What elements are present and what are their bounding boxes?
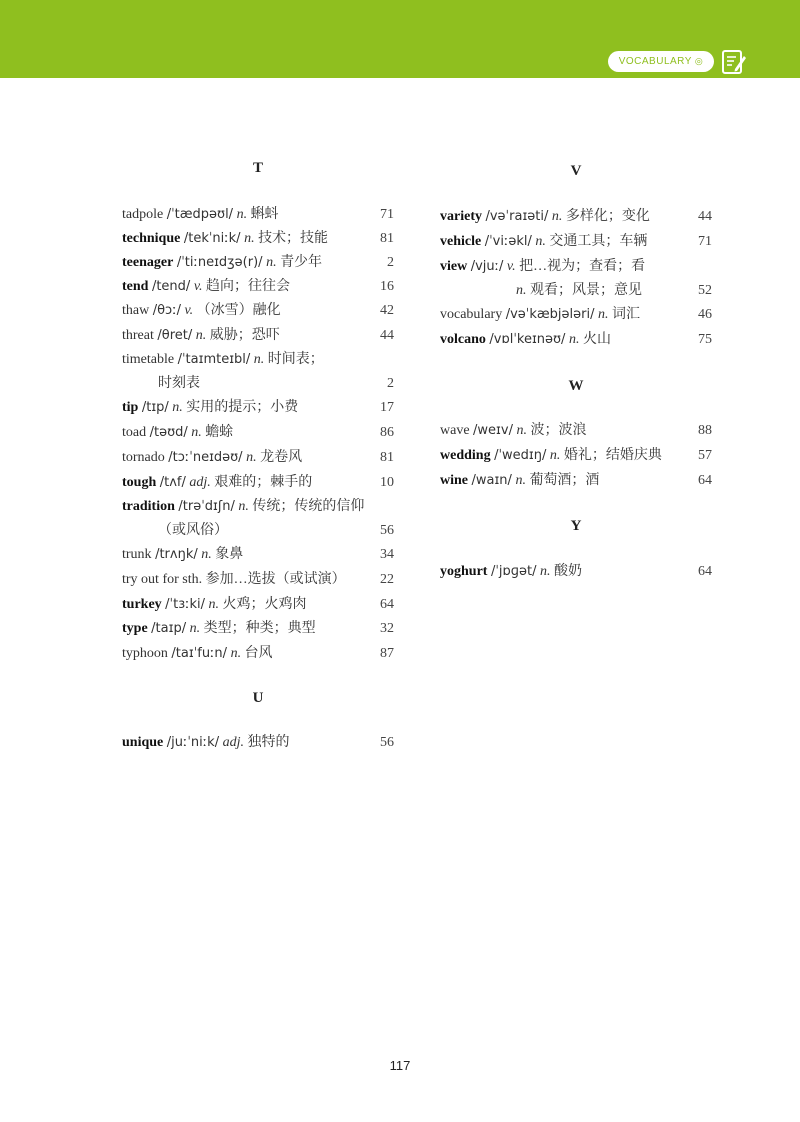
entry-page-number: 86 bbox=[380, 425, 394, 440]
entry-definition: （冰雪）融化 bbox=[196, 303, 281, 318]
entry-part-of-speech: adj. bbox=[222, 735, 244, 750]
entry-word: tradition bbox=[122, 499, 175, 514]
entry-phonetic: /ˈwedɪŋ/ bbox=[494, 448, 547, 463]
dictionary-entry bbox=[122, 546, 394, 564]
entry-page-number: 44 bbox=[380, 328, 394, 343]
entry-phonetic: /taɪˈfuːn/ bbox=[171, 646, 228, 661]
entry-word: typhoon bbox=[122, 646, 168, 661]
entry-phonetic: /ˈtædpəʊl/ bbox=[166, 207, 234, 222]
entry-part-of-speech: adj. bbox=[189, 475, 211, 490]
entry-part-of-speech: n. bbox=[230, 646, 242, 661]
entry-definition: 词汇 bbox=[611, 307, 640, 322]
entry-word: tough bbox=[122, 475, 157, 490]
entry-part-of-speech: n. bbox=[244, 231, 255, 246]
entry-page-number: 10 bbox=[380, 475, 394, 490]
entry-word: unique bbox=[122, 735, 164, 750]
entry-part-of-speech: n. bbox=[238, 499, 249, 514]
dictionary-entry bbox=[440, 208, 712, 226]
entry-part-of-speech: v. bbox=[193, 279, 203, 294]
entry-phonetic: /vəˈkæbjələri/ bbox=[505, 307, 595, 322]
entry-part-of-speech: n. bbox=[253, 352, 265, 367]
dictionary-entry bbox=[122, 206, 394, 224]
entry-word: turkey bbox=[122, 597, 162, 612]
entry-page-number: 71 bbox=[380, 207, 394, 222]
entry-word: view bbox=[440, 259, 468, 274]
dictionary-entry bbox=[122, 498, 394, 516]
entry-definition: 婚礼；结婚庆典 bbox=[563, 448, 662, 463]
entry-definition: 葡萄酒；酒 bbox=[529, 473, 600, 488]
entry-phonetic: /vəˈraɪəti/ bbox=[485, 209, 549, 224]
entry-page-number: 17 bbox=[380, 400, 394, 415]
entry-word: type bbox=[122, 621, 148, 636]
entry-page-number: 2 bbox=[387, 376, 394, 391]
entry-part-of-speech: n. bbox=[201, 547, 212, 562]
entry-definition: 火鸡；火鸡肉 bbox=[222, 597, 307, 612]
entry-page-number: 81 bbox=[380, 231, 394, 246]
dictionary-entry bbox=[122, 734, 394, 752]
entry-page-number: 81 bbox=[380, 450, 394, 465]
entry-part-of-speech: n. bbox=[266, 255, 277, 270]
dictionary-entry bbox=[440, 306, 712, 324]
entry-phonetic: /təʊd/ bbox=[149, 425, 188, 440]
section-letter-w: W bbox=[568, 378, 584, 394]
entry-phonetic: /tɪp/ bbox=[141, 400, 169, 415]
dictionary-entry bbox=[440, 331, 712, 349]
entry-definition: 艰难的；棘手的 bbox=[214, 475, 313, 490]
entry-part-of-speech: n. bbox=[189, 621, 201, 636]
entry-definition: 火山 bbox=[582, 332, 611, 347]
entry-phonetic: /vɒlˈkeɪnəʊ/ bbox=[489, 332, 566, 347]
entry-definition: 象鼻 bbox=[215, 547, 244, 562]
entry-phonetic: /ˈjɒɡət/ bbox=[490, 564, 537, 579]
entry-definition-continued bbox=[158, 375, 200, 393]
entry-part-of-speech: v. bbox=[506, 259, 516, 274]
entry-definition: 参加…选拔（或试演） bbox=[205, 572, 346, 587]
entry-page-number: 44 bbox=[698, 209, 712, 224]
dictionary-entry bbox=[440, 472, 712, 490]
entry-word: tip bbox=[122, 400, 139, 415]
entry-word: trunk bbox=[122, 547, 152, 562]
entry-page-number: 22 bbox=[380, 572, 394, 587]
entry-page-number: 42 bbox=[380, 303, 394, 318]
entry-definition-continued bbox=[516, 282, 642, 300]
entry-part-of-speech: n. bbox=[246, 450, 257, 465]
entry-word: threat bbox=[122, 328, 154, 343]
entry-page-number: 16 bbox=[380, 279, 394, 294]
entry-phonetic: /ˈtɜːki/ bbox=[165, 597, 206, 612]
entry-part-of-speech: n. bbox=[568, 332, 580, 347]
entry-part-of-speech: n. bbox=[191, 425, 202, 440]
entry-part-of-speech: n. bbox=[549, 448, 561, 463]
entry-phonetic: /tekˈniːk/ bbox=[183, 231, 241, 246]
entry-definition-text: （或风俗） bbox=[158, 523, 228, 538]
notepad-pencil-icon bbox=[720, 48, 748, 76]
entry-definition: 类型；种类；典型 bbox=[203, 621, 316, 636]
dictionary-entry bbox=[122, 620, 394, 638]
entry-phonetic: /ˈtiːneɪdʒə(r)/ bbox=[176, 255, 263, 270]
entry-word: technique bbox=[122, 231, 181, 246]
entry-definition: 台风 bbox=[244, 646, 273, 661]
entry-definition: 实用的提示；小费 bbox=[186, 400, 299, 415]
entry-definition: 传统；传统的信仰 bbox=[252, 499, 365, 514]
entry-definition: 波；波浪 bbox=[530, 423, 587, 438]
entry-part-of-speech: n. bbox=[236, 207, 248, 222]
entry-word: volcano bbox=[440, 332, 486, 347]
entry-word: wedding bbox=[440, 448, 491, 463]
entry-word: vehicle bbox=[440, 234, 482, 249]
entry-phonetic: /juːˈniːk/ bbox=[166, 735, 220, 750]
entry-part-of-speech: n. bbox=[516, 423, 527, 438]
entry-page-number: 52 bbox=[698, 283, 712, 298]
entry-definition: 趋向；往往会 bbox=[206, 279, 290, 294]
dictionary-entry bbox=[440, 258, 712, 276]
entry-word: tend bbox=[122, 279, 149, 294]
entry-definition: 时间表； bbox=[267, 352, 324, 367]
entry-page-number: 2 bbox=[387, 255, 394, 270]
entry-part-of-speech: n. bbox=[208, 597, 220, 612]
entry-definition: 把…视为；查看；看 bbox=[519, 259, 646, 274]
dictionary-entry bbox=[122, 351, 394, 369]
vocabulary-label bbox=[608, 51, 714, 72]
entry-definition: 交通工具；车辆 bbox=[549, 234, 648, 249]
entry-page-number: 75 bbox=[698, 332, 712, 347]
entry-word: thaw bbox=[122, 303, 150, 318]
entry-definition: 蟾蜍 bbox=[205, 425, 234, 440]
entry-part-of-speech: n. bbox=[172, 400, 183, 415]
dictionary-entry bbox=[122, 571, 394, 589]
entry-word: variety bbox=[440, 209, 482, 224]
entry-part-of-speech: n. bbox=[551, 209, 563, 224]
dictionary-entry bbox=[440, 447, 712, 465]
page-number: 117 bbox=[389, 1058, 411, 1073]
entry-page-number: 88 bbox=[698, 423, 712, 438]
entry-definition-text: 时刻表 bbox=[158, 376, 200, 391]
entry-definition: 青少年 bbox=[280, 255, 323, 270]
entry-part-of-speech: n. bbox=[516, 283, 527, 298]
entry-word: try out for sth. bbox=[122, 572, 203, 587]
entry-word: toad bbox=[122, 425, 147, 440]
entry-definition-text: 观看；风景；意见 bbox=[530, 283, 642, 298]
entry-definition: 多样化；变化 bbox=[565, 209, 650, 224]
entry-part-of-speech: v. bbox=[184, 303, 194, 318]
entry-definition-continued bbox=[158, 522, 228, 540]
dictionary-entry bbox=[440, 422, 712, 440]
entry-definition: 技术；技能 bbox=[258, 231, 329, 246]
dictionary-entry bbox=[440, 563, 712, 581]
entry-phonetic: /θɔː/ bbox=[152, 303, 181, 318]
entry-phonetic: /ˈviːəkl/ bbox=[484, 234, 532, 249]
entry-part-of-speech: n. bbox=[195, 328, 207, 343]
entry-definition: 独特的 bbox=[247, 735, 290, 750]
dictionary-entry bbox=[122, 645, 394, 663]
entry-word: yoghurt bbox=[440, 564, 488, 579]
entry-phonetic: /weɪv/ bbox=[473, 423, 513, 438]
dictionary-entry bbox=[122, 424, 394, 442]
dictionary-entry bbox=[122, 302, 394, 320]
vocabulary-label-text: VOCABULARY bbox=[618, 56, 692, 67]
entry-phonetic: /waɪn/ bbox=[471, 473, 512, 488]
dictionary-entry bbox=[122, 230, 394, 248]
entry-phonetic: /trʌŋk/ bbox=[155, 547, 198, 562]
entry-page-number: 34 bbox=[380, 547, 394, 562]
section-letter-t: T bbox=[252, 160, 263, 176]
entry-page-number: 71 bbox=[698, 234, 712, 249]
entry-page-number: 56 bbox=[380, 523, 394, 538]
entry-part-of-speech: n. bbox=[540, 564, 551, 579]
entry-part-of-speech: n. bbox=[535, 234, 546, 249]
dictionary-entry bbox=[440, 233, 712, 251]
dictionary-entry bbox=[122, 254, 394, 272]
entry-page-number: 64 bbox=[380, 597, 394, 612]
dictionary-entry bbox=[122, 596, 394, 614]
section-letter-v: V bbox=[570, 163, 582, 179]
vocabulary-label-dot: ◎ bbox=[694, 56, 704, 66]
entry-page-number: 87 bbox=[380, 646, 394, 661]
section-letter-y: Y bbox=[570, 518, 582, 534]
dictionary-entry bbox=[122, 474, 394, 492]
entry-phonetic: /tʌf/ bbox=[159, 475, 186, 490]
entry-part-of-speech: n. bbox=[597, 307, 609, 322]
entry-word: timetable bbox=[122, 352, 175, 367]
entry-phonetic: /trəˈdɪʃn/ bbox=[178, 499, 235, 514]
entry-word: tornado bbox=[122, 450, 165, 465]
entry-page-number: 56 bbox=[380, 735, 394, 750]
dictionary-entry bbox=[122, 278, 394, 296]
entry-page-number: 46 bbox=[698, 307, 712, 322]
entry-definition: 蝌蚪 bbox=[250, 207, 279, 222]
entry-word: wave bbox=[440, 423, 470, 438]
entry-phonetic: /tend/ bbox=[151, 279, 191, 294]
entry-phonetic: /tɔːˈneɪdəʊ/ bbox=[168, 450, 243, 465]
entry-phonetic: /taɪp/ bbox=[151, 621, 187, 636]
entry-phonetic: /θret/ bbox=[157, 328, 193, 343]
dictionary-entry bbox=[122, 399, 394, 417]
entry-page-number: 32 bbox=[380, 621, 394, 636]
entry-word: tadpole bbox=[122, 207, 164, 222]
entry-definition: 龙卷风 bbox=[260, 450, 303, 465]
entry-part-of-speech: n. bbox=[515, 473, 526, 488]
section-letter-u: U bbox=[252, 690, 264, 706]
entry-page-number: 57 bbox=[698, 448, 712, 463]
dictionary-entry bbox=[122, 449, 394, 467]
entry-definition: 威胁；恐吓 bbox=[209, 328, 280, 343]
dictionary-entry bbox=[122, 327, 394, 345]
entry-definition: 酸奶 bbox=[554, 564, 582, 579]
entry-phonetic: /vjuː/ bbox=[470, 259, 504, 274]
entry-word: wine bbox=[440, 473, 468, 488]
entry-word: teenager bbox=[122, 255, 174, 270]
entry-page-number: 64 bbox=[698, 473, 712, 488]
entry-page-number: 64 bbox=[698, 564, 712, 579]
entry-phonetic: /ˈtaɪmteɪbl/ bbox=[177, 352, 251, 367]
entry-word: vocabulary bbox=[440, 307, 503, 322]
